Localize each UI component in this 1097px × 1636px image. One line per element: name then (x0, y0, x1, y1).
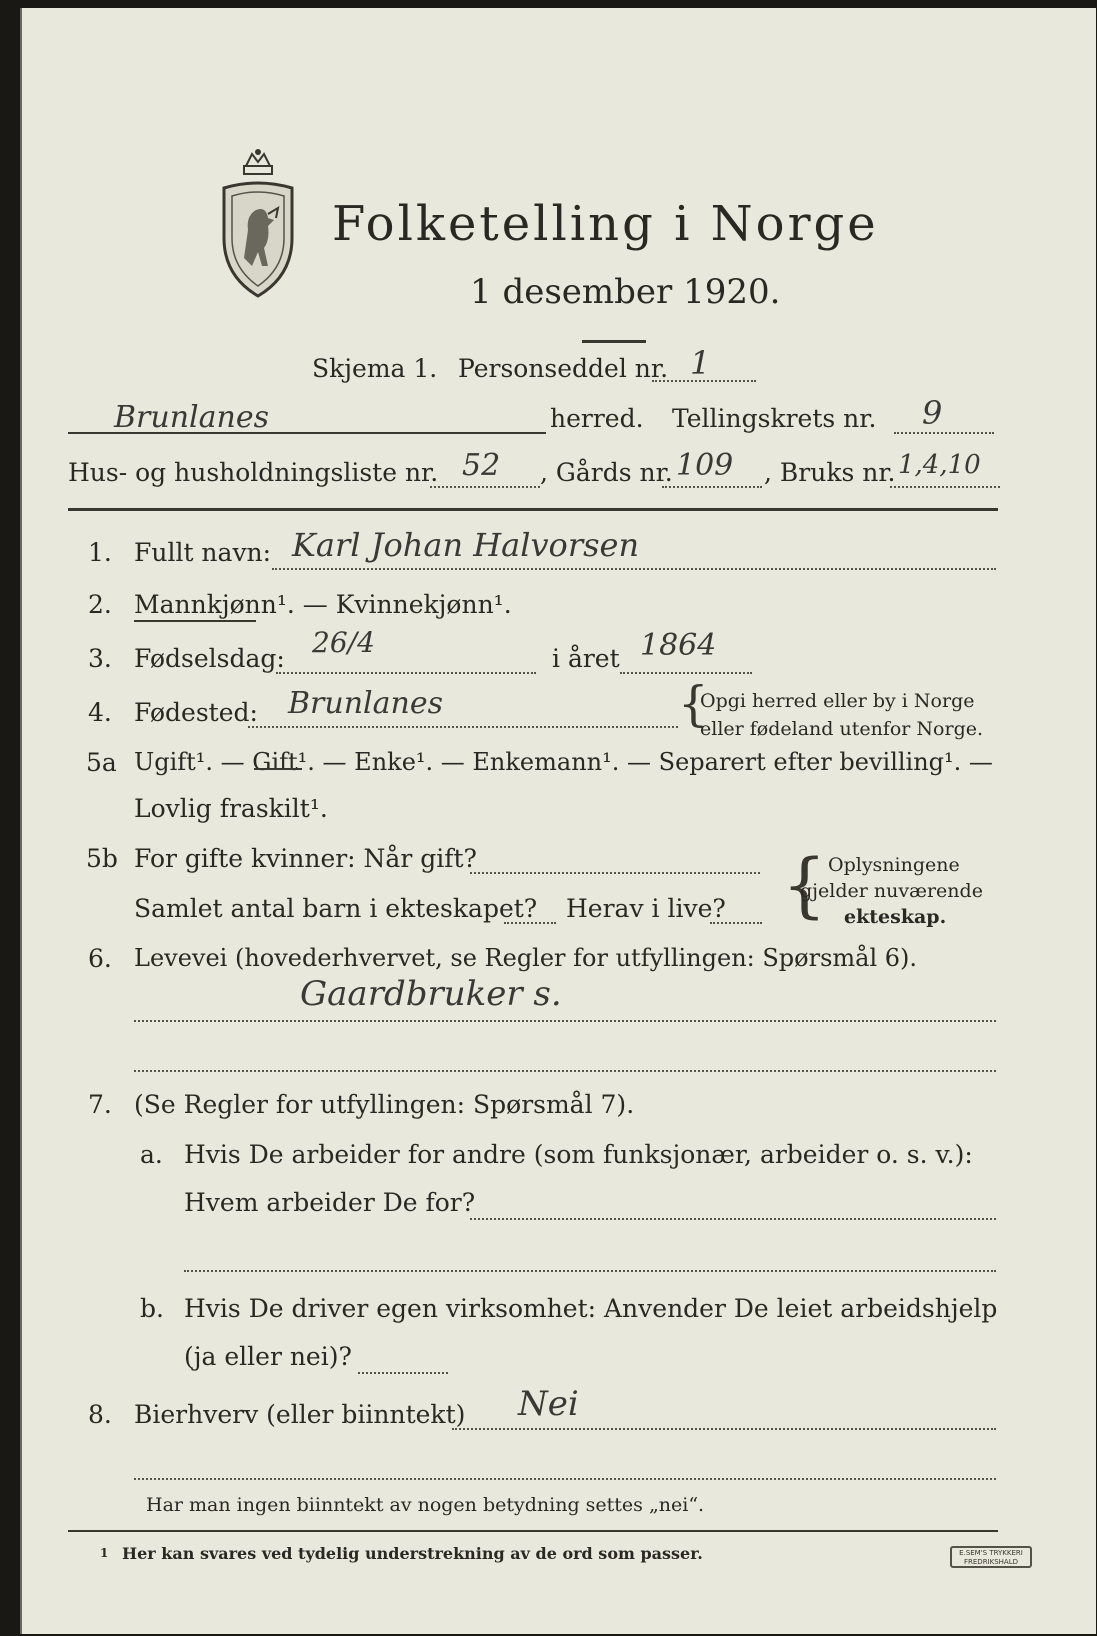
bruks-line (890, 486, 1000, 488)
q4-number: 4. (88, 698, 112, 727)
q7b-letter: b. (140, 1294, 164, 1323)
printer-stamp-line1: E.SEM'S TRYKKERI (959, 1549, 1023, 1557)
footnote-mark: 1 (100, 1546, 109, 1560)
q2-label: Mannkjønn¹. — Kvinnekjønn¹. (134, 590, 512, 619)
q8-line-extra (134, 1478, 996, 1480)
q4-note-line2: eller fødeland utenfor Norge. (700, 718, 984, 740)
q1-value[interactable]: Karl Johan Halvorsen (292, 526, 640, 564)
q5b-note-line1: Oplysningene (828, 854, 960, 876)
form-title: Folketelling i Norge (332, 196, 879, 252)
hus-label: Hus- og husholdningsliste nr. (68, 458, 439, 487)
q2-underline-mannkjonn (134, 620, 256, 622)
q5b-ilive-line (710, 922, 762, 924)
bruks-label: , Bruks nr. (764, 458, 896, 487)
personseddel-label: Personseddel nr. (458, 354, 669, 383)
form-date: 1 desember 1920. (470, 272, 781, 312)
q3-number: 3. (88, 644, 112, 673)
q6-value[interactable]: Gaardbruker s. (300, 974, 562, 1014)
q6-line2 (134, 1070, 996, 1072)
q3-year-label: i året (552, 644, 620, 673)
q7a-letter: a. (140, 1140, 163, 1169)
q5a-line2: Lovlig fraskilt¹. (134, 794, 328, 823)
q7a-line (470, 1218, 996, 1220)
q7a-line1: Hvis De arbeider for andre (som funksjonær, arbeider o. s. v.): (184, 1140, 973, 1169)
printer-stamp (950, 1546, 1032, 1568)
q8-label: Bierhverv (eller biinntekt) (134, 1400, 466, 1429)
header-divider (68, 508, 998, 511)
herred-label: herred. (550, 404, 644, 433)
q3-day-line (276, 672, 536, 674)
q3-year-value[interactable]: 1864 (640, 628, 717, 663)
q7-number: 7. (88, 1090, 112, 1119)
q1-label: Fullt navn: (134, 538, 272, 567)
printer-stamp-line2: FREDRIKSHALD (963, 1558, 1018, 1566)
q5b-gift-line (470, 872, 760, 874)
q5b-line2: Samlet antal barn i ekteskapet? (134, 894, 538, 923)
footer-divider (68, 1530, 998, 1532)
q8-number: 8. (88, 1400, 112, 1429)
q3-year-line (620, 672, 752, 674)
q3-day-value[interactable]: 26/4 (312, 626, 375, 659)
q5b-barn-line (504, 922, 556, 924)
title-divider (582, 340, 646, 343)
q8-line (452, 1428, 996, 1430)
q5b-note-line3: ekteskap. (844, 906, 947, 928)
q7a-line2: Hvem arbeider De for? (184, 1188, 476, 1217)
personseddel-value[interactable]: 1 (690, 344, 711, 382)
tellingskrets-line (894, 432, 994, 434)
q6-line1 (134, 1020, 996, 1022)
herred-value[interactable]: Brunlanes (114, 400, 269, 435)
census-form-page (20, 8, 1096, 1634)
q8-value[interactable]: Nei (518, 1384, 579, 1424)
q7a-line-extra (184, 1270, 996, 1272)
gards-label: , Gårds nr. (540, 458, 673, 487)
q6-label: Levevei (hovederhvervet, se Regler for utfyllingen: Spørsmål 6). (134, 944, 918, 972)
q4-line (248, 726, 678, 728)
q5a-line1: Ugift¹. — Gift¹. — Enke¹. — Enkemann¹. — Separert efter bevilling¹. — (134, 748, 993, 776)
q7-label: (Se Regler for utfyllingen: Spørsmål 7). (134, 1090, 635, 1119)
q5b-note-line2: gjelder nuværende (800, 880, 983, 902)
skjema-label: Skjema 1. (312, 354, 438, 383)
coat-of-arms-icon (218, 148, 298, 303)
tellingskrets-value[interactable]: 9 (922, 394, 943, 432)
hus-value[interactable]: 52 (462, 448, 501, 483)
q7b-line (358, 1372, 448, 1374)
q5a-number: 5a (86, 748, 117, 777)
q7b-line2: (ja eller nei)? (184, 1342, 352, 1371)
q1-number: 1. (88, 538, 112, 567)
q4-note-line1: Opgi herred eller by i Norge (700, 690, 975, 712)
q7b-line1: Hvis De driver egen virksomhet: Anvender De leiet arbeidshjelp (184, 1294, 998, 1323)
tellingskrets-label: Tellingskrets nr. (672, 404, 877, 433)
q5b-line1: For gifte kvinner: Når gift? (134, 844, 477, 873)
q4-note-brace: { (678, 676, 709, 732)
bruks-value[interactable]: 1,4,10 (898, 450, 981, 480)
gards-line (662, 486, 762, 488)
hus-line (430, 486, 540, 488)
q5b-line2b: Herav i live? (566, 894, 726, 923)
q5a-underline-gift (254, 768, 302, 770)
q5b-number: 5b (86, 844, 118, 873)
q1-line (272, 568, 996, 570)
biinntekt-note: Har man ingen biinntekt av nogen betydning settes „nei“. (146, 1494, 705, 1516)
gards-value[interactable]: 109 (676, 448, 734, 483)
q5b-note-brace: { (782, 844, 827, 926)
q4-value[interactable]: Brunlanes (288, 686, 443, 721)
footnote-text: Her kan svares ved tydelig understrekning av de ord som passer. (122, 1544, 703, 1563)
q3-label: Fødselsdag: (134, 644, 285, 673)
q6-number: 6. (88, 944, 112, 973)
q2-number: 2. (88, 590, 112, 619)
q4-label: Fødested: (134, 698, 258, 727)
